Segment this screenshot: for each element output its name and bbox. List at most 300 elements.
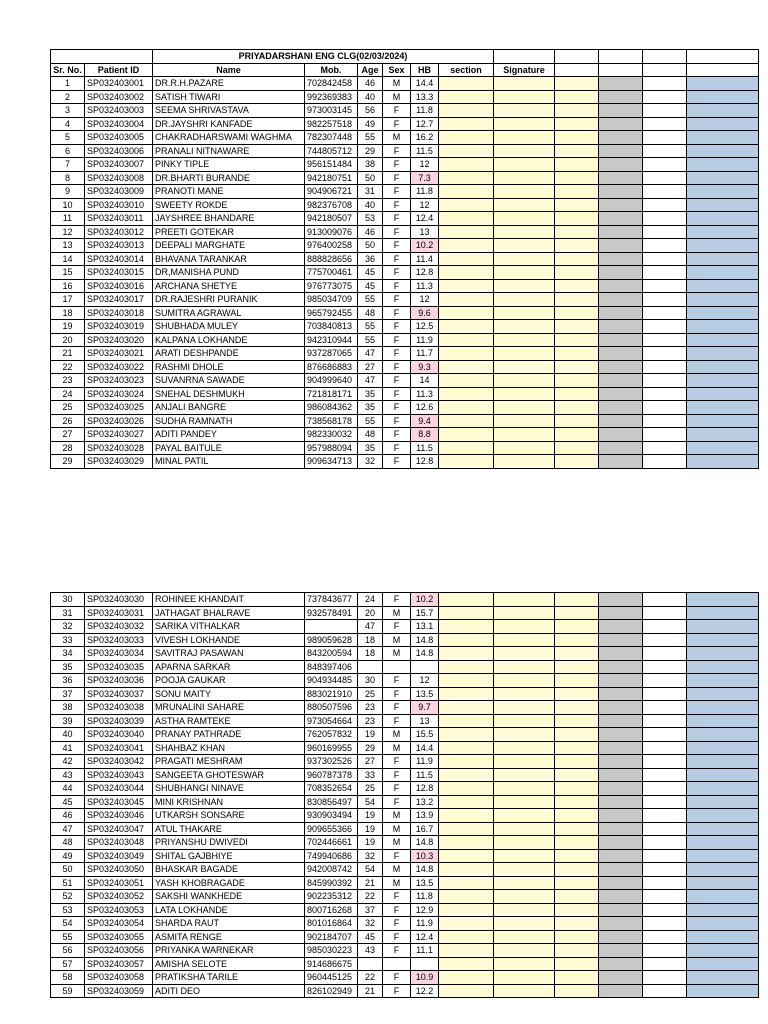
name-cell[interactable]: PRANALI NITNAWARE bbox=[153, 144, 305, 158]
sr-no-cell[interactable]: 3 bbox=[51, 104, 85, 118]
section-cell[interactable] bbox=[439, 755, 494, 769]
extra-cell[interactable] bbox=[687, 252, 759, 266]
extra-cell[interactable] bbox=[687, 441, 759, 455]
extra-cell[interactable] bbox=[687, 863, 759, 877]
sr-no-cell[interactable]: 6 bbox=[51, 144, 85, 158]
extra-cell[interactable] bbox=[555, 185, 599, 199]
sex-cell[interactable]: M bbox=[383, 876, 411, 890]
sr-no-cell[interactable]: 41 bbox=[51, 741, 85, 755]
age-cell[interactable]: 54 bbox=[358, 795, 383, 809]
name-cell[interactable]: JAYSHREE BHANDARE bbox=[153, 212, 305, 226]
sr-no-cell[interactable]: 22 bbox=[51, 360, 85, 374]
name-cell[interactable]: DR,MANISHA PUND bbox=[153, 266, 305, 280]
title-empty-cell[interactable] bbox=[494, 50, 555, 64]
sr-no-cell[interactable]: 52 bbox=[51, 890, 85, 904]
patient-id-cell[interactable]: SP032403004 bbox=[85, 117, 153, 131]
signature-cell[interactable] bbox=[494, 77, 555, 91]
name-cell[interactable]: ARATI DESHPANDE bbox=[153, 347, 305, 361]
patient-id-cell[interactable]: SP032403031 bbox=[85, 606, 153, 620]
signature-cell[interactable] bbox=[494, 606, 555, 620]
extra-cell[interactable] bbox=[555, 863, 599, 877]
name-cell[interactable]: SATISH TIWARI bbox=[153, 90, 305, 104]
patient-id-cell[interactable]: SP032403034 bbox=[85, 647, 153, 661]
signature-cell[interactable] bbox=[494, 741, 555, 755]
extra-cell[interactable] bbox=[687, 131, 759, 145]
sr-no-cell[interactable]: 21 bbox=[51, 347, 85, 361]
age-cell[interactable]: 22 bbox=[358, 890, 383, 904]
age-cell[interactable]: 21 bbox=[358, 984, 383, 998]
extra-cell[interactable] bbox=[555, 957, 599, 971]
hb-cell[interactable]: 15.7 bbox=[411, 606, 439, 620]
sr-no-cell[interactable]: 37 bbox=[51, 687, 85, 701]
patient-id-cell[interactable]: SP032403015 bbox=[85, 266, 153, 280]
hb-cell[interactable]: 10.3 bbox=[411, 849, 439, 863]
sr-no-cell[interactable]: 59 bbox=[51, 984, 85, 998]
sr-no-cell[interactable]: 19 bbox=[51, 320, 85, 334]
patient-id-cell[interactable]: SP032403002 bbox=[85, 90, 153, 104]
sr-no-cell[interactable]: 23 bbox=[51, 374, 85, 388]
name-cell[interactable]: MINAL PATIL bbox=[153, 455, 305, 469]
hb-cell[interactable]: 9.3 bbox=[411, 360, 439, 374]
hb-cell[interactable]: 12.6 bbox=[411, 401, 439, 415]
extra-cell[interactable] bbox=[643, 225, 687, 239]
name-cell[interactable]: ADITI PANDEY bbox=[153, 428, 305, 442]
signature-cell[interactable] bbox=[494, 212, 555, 226]
signature-cell[interactable] bbox=[494, 593, 555, 607]
extra-cell[interactable] bbox=[555, 876, 599, 890]
sr-no-cell[interactable]: 32 bbox=[51, 620, 85, 634]
extra-cell[interactable] bbox=[599, 171, 643, 185]
age-cell[interactable]: 25 bbox=[358, 782, 383, 796]
extra-cell[interactable] bbox=[599, 863, 643, 877]
age-cell[interactable]: 24 bbox=[358, 593, 383, 607]
sex-cell[interactable]: F bbox=[383, 198, 411, 212]
section-cell[interactable] bbox=[439, 903, 494, 917]
section-cell[interactable] bbox=[439, 809, 494, 823]
name-cell[interactable]: PRANAY PATHRADE bbox=[153, 728, 305, 742]
age-cell[interactable]: 32 bbox=[358, 455, 383, 469]
hb-cell[interactable]: 12.5 bbox=[411, 320, 439, 334]
mobile-cell[interactable]: 902184707 bbox=[305, 930, 358, 944]
mobile-cell[interactable]: 960787378 bbox=[305, 768, 358, 782]
extra-cell[interactable] bbox=[599, 647, 643, 661]
signature-cell[interactable] bbox=[494, 903, 555, 917]
extra-cell[interactable] bbox=[555, 333, 599, 347]
signature-cell[interactable] bbox=[494, 768, 555, 782]
section-cell[interactable] bbox=[439, 822, 494, 836]
patient-id-cell[interactable]: SP032403056 bbox=[85, 944, 153, 958]
sex-cell[interactable]: F bbox=[383, 768, 411, 782]
sr-no-cell[interactable]: 54 bbox=[51, 917, 85, 931]
age-cell[interactable]: 38 bbox=[358, 158, 383, 172]
sex-cell[interactable]: F bbox=[383, 266, 411, 280]
age-cell[interactable]: 53 bbox=[358, 212, 383, 226]
age-cell[interactable]: 25 bbox=[358, 687, 383, 701]
extra-cell[interactable] bbox=[555, 212, 599, 226]
patient-id-cell[interactable]: SP032403044 bbox=[85, 782, 153, 796]
extra-cell[interactable] bbox=[599, 836, 643, 850]
hb-cell[interactable]: 11.3 bbox=[411, 387, 439, 401]
extra-cell[interactable] bbox=[599, 279, 643, 293]
mobile-cell[interactable]: 909655366 bbox=[305, 822, 358, 836]
age-cell[interactable]: 45 bbox=[358, 930, 383, 944]
patient-id-cell[interactable]: SP032403050 bbox=[85, 863, 153, 877]
title-empty-cell[interactable] bbox=[687, 50, 759, 64]
hb-cell[interactable]: 13.9 bbox=[411, 809, 439, 823]
sr-no-cell[interactable]: 48 bbox=[51, 836, 85, 850]
extra-cell[interactable] bbox=[643, 320, 687, 334]
section-cell[interactable] bbox=[439, 266, 494, 280]
patient-id-cell[interactable]: SP032403010 bbox=[85, 198, 153, 212]
sex-cell[interactable]: M bbox=[383, 647, 411, 661]
extra-cell[interactable] bbox=[643, 293, 687, 307]
extra-cell[interactable] bbox=[555, 225, 599, 239]
mobile-cell[interactable]: 973003145 bbox=[305, 104, 358, 118]
extra-cell[interactable] bbox=[687, 387, 759, 401]
extra-cell[interactable] bbox=[555, 728, 599, 742]
extra-cell[interactable] bbox=[599, 795, 643, 809]
sex-cell[interactable]: F bbox=[383, 714, 411, 728]
patient-id-cell[interactable]: SP032403041 bbox=[85, 741, 153, 755]
extra-cell[interactable] bbox=[643, 158, 687, 172]
patient-id-cell[interactable]: SP032403055 bbox=[85, 930, 153, 944]
extra-cell[interactable] bbox=[687, 606, 759, 620]
age-cell[interactable]: 27 bbox=[358, 360, 383, 374]
extra-cell[interactable] bbox=[643, 198, 687, 212]
sex-cell[interactable]: F bbox=[383, 917, 411, 931]
sr-no-cell[interactable]: 38 bbox=[51, 701, 85, 715]
extra-cell[interactable] bbox=[599, 755, 643, 769]
age-cell[interactable]: 55 bbox=[358, 333, 383, 347]
extra-cell[interactable] bbox=[687, 782, 759, 796]
mobile-cell[interactable]: 942180751 bbox=[305, 171, 358, 185]
age-cell[interactable]: 32 bbox=[358, 917, 383, 931]
extra-cell[interactable] bbox=[687, 306, 759, 320]
extra-cell[interactable] bbox=[687, 198, 759, 212]
name-cell[interactable]: SWEETY ROKDE bbox=[153, 198, 305, 212]
extra-cell[interactable] bbox=[555, 606, 599, 620]
name-cell[interactable]: ASTHA RAMTEKE bbox=[153, 714, 305, 728]
section-cell[interactable] bbox=[439, 728, 494, 742]
extra-cell[interactable] bbox=[643, 660, 687, 674]
signature-cell[interactable] bbox=[494, 293, 555, 307]
sr-no-cell[interactable]: 10 bbox=[51, 198, 85, 212]
sr-no-cell[interactable]: 39 bbox=[51, 714, 85, 728]
extra-cell[interactable] bbox=[599, 333, 643, 347]
age-cell[interactable]: 20 bbox=[358, 606, 383, 620]
hb-cell[interactable]: 11.1 bbox=[411, 944, 439, 958]
mobile-cell[interactable]: 800716268 bbox=[305, 903, 358, 917]
sr-no-cell[interactable]: 26 bbox=[51, 414, 85, 428]
mobile-cell[interactable]: 762057832 bbox=[305, 728, 358, 742]
section-cell[interactable] bbox=[439, 455, 494, 469]
section-cell[interactable] bbox=[439, 701, 494, 715]
sex-cell[interactable]: F bbox=[383, 674, 411, 688]
section-cell[interactable] bbox=[439, 890, 494, 904]
extra-cell[interactable] bbox=[687, 347, 759, 361]
sr-no-cell[interactable]: 47 bbox=[51, 822, 85, 836]
age-cell[interactable]: 40 bbox=[358, 198, 383, 212]
mobile-cell[interactable]: 960169955 bbox=[305, 741, 358, 755]
extra-cell[interactable] bbox=[643, 606, 687, 620]
extra-cell[interactable] bbox=[555, 930, 599, 944]
name-cell[interactable]: ASMITA RENGE bbox=[153, 930, 305, 944]
extra-cell[interactable] bbox=[643, 428, 687, 442]
extra-cell[interactable] bbox=[643, 876, 687, 890]
name-cell[interactable]: PRIYANSHU DWIVEDI bbox=[153, 836, 305, 850]
extra-cell[interactable] bbox=[687, 890, 759, 904]
name-cell[interactable]: SAKSHI WANKHEDE bbox=[153, 890, 305, 904]
extra-cell[interactable] bbox=[687, 266, 759, 280]
extra-cell[interactable] bbox=[555, 320, 599, 334]
sex-cell[interactable]: F bbox=[383, 225, 411, 239]
signature-cell[interactable] bbox=[494, 984, 555, 998]
extra-cell[interactable] bbox=[643, 117, 687, 131]
extra-cell[interactable] bbox=[599, 930, 643, 944]
extra-cell[interactable] bbox=[599, 741, 643, 755]
patient-id-cell[interactable]: SP032403032 bbox=[85, 620, 153, 634]
hb-cell[interactable]: 14.8 bbox=[411, 633, 439, 647]
sex-cell[interactable]: F bbox=[383, 971, 411, 985]
hb-cell[interactable]: 11.9 bbox=[411, 333, 439, 347]
extra-cell[interactable] bbox=[599, 984, 643, 998]
extra-cell[interactable] bbox=[643, 387, 687, 401]
section-cell[interactable] bbox=[439, 347, 494, 361]
section-cell[interactable] bbox=[439, 225, 494, 239]
extra-cell[interactable] bbox=[555, 890, 599, 904]
signature-cell[interactable] bbox=[494, 633, 555, 647]
extra-cell[interactable] bbox=[555, 633, 599, 647]
sex-cell[interactable]: F bbox=[383, 171, 411, 185]
extra-cell[interactable] bbox=[599, 117, 643, 131]
patient-id-cell[interactable]: SP032403025 bbox=[85, 401, 153, 415]
extra-cell[interactable] bbox=[687, 401, 759, 415]
age-cell[interactable]: 31 bbox=[358, 185, 383, 199]
name-cell[interactable]: SHARDA RAUT bbox=[153, 917, 305, 931]
extra-cell[interactable] bbox=[599, 306, 643, 320]
name-cell[interactable]: BHAVANA TARANKAR bbox=[153, 252, 305, 266]
extra-cell[interactable] bbox=[599, 320, 643, 334]
extra-cell[interactable] bbox=[599, 674, 643, 688]
extra-cell[interactable] bbox=[555, 239, 599, 253]
extra-cell[interactable] bbox=[599, 144, 643, 158]
sex-cell[interactable]: F bbox=[383, 212, 411, 226]
signature-cell[interactable] bbox=[494, 239, 555, 253]
hb-cell[interactable]: 11.5 bbox=[411, 144, 439, 158]
mobile-cell[interactable]: 982330032 bbox=[305, 428, 358, 442]
hb-cell[interactable]: 11.9 bbox=[411, 755, 439, 769]
patient-id-cell[interactable]: SP032403026 bbox=[85, 414, 153, 428]
mobile-cell[interactable]: 902235312 bbox=[305, 890, 358, 904]
extra-cell[interactable] bbox=[643, 957, 687, 971]
sex-cell[interactable]: F bbox=[383, 782, 411, 796]
extra-cell[interactable] bbox=[599, 239, 643, 253]
sr-no-cell[interactable]: 31 bbox=[51, 606, 85, 620]
extra-cell[interactable] bbox=[599, 185, 643, 199]
mobile-cell[interactable]: 883021910 bbox=[305, 687, 358, 701]
extra-cell[interactable] bbox=[599, 455, 643, 469]
signature-cell[interactable] bbox=[494, 90, 555, 104]
extra-cell[interactable] bbox=[555, 131, 599, 145]
signature-cell[interactable] bbox=[494, 647, 555, 661]
extra-cell[interactable] bbox=[687, 944, 759, 958]
age-cell[interactable]: 23 bbox=[358, 714, 383, 728]
section-cell[interactable] bbox=[439, 131, 494, 145]
extra-cell[interactable] bbox=[555, 401, 599, 415]
section-cell[interactable] bbox=[439, 414, 494, 428]
patient-id-cell[interactable]: SP032403059 bbox=[85, 984, 153, 998]
sex-cell[interactable]: F bbox=[383, 890, 411, 904]
hb-cell[interactable]: 8.8 bbox=[411, 428, 439, 442]
patient-id-cell[interactable]: SP032403040 bbox=[85, 728, 153, 742]
extra-cell[interactable] bbox=[555, 674, 599, 688]
hb-cell[interactable]: 12.9 bbox=[411, 903, 439, 917]
signature-cell[interactable] bbox=[494, 674, 555, 688]
extra-cell[interactable] bbox=[687, 971, 759, 985]
patient-id-cell[interactable]: SP032403049 bbox=[85, 849, 153, 863]
name-cell[interactable]: AMISHA SELOTE bbox=[153, 957, 305, 971]
extra-cell[interactable] bbox=[555, 428, 599, 442]
mobile-cell[interactable]: 985034709 bbox=[305, 293, 358, 307]
name-cell[interactable]: ARCHANA SHETYE bbox=[153, 279, 305, 293]
section-cell[interactable] bbox=[439, 252, 494, 266]
header-empty-cell[interactable] bbox=[687, 63, 759, 77]
signature-cell[interactable] bbox=[494, 714, 555, 728]
hb-cell[interactable]: 13.5 bbox=[411, 876, 439, 890]
header-hb[interactable]: HB bbox=[411, 63, 439, 77]
patient-id-cell[interactable]: SP032403022 bbox=[85, 360, 153, 374]
section-cell[interactable] bbox=[439, 374, 494, 388]
signature-cell[interactable] bbox=[494, 795, 555, 809]
extra-cell[interactable] bbox=[599, 90, 643, 104]
age-cell[interactable]: 35 bbox=[358, 387, 383, 401]
sr-no-cell[interactable]: 56 bbox=[51, 944, 85, 958]
patient-id-cell[interactable]: SP032403048 bbox=[85, 836, 153, 850]
extra-cell[interactable] bbox=[555, 944, 599, 958]
patient-id-cell[interactable]: SP032403005 bbox=[85, 131, 153, 145]
extra-cell[interactable] bbox=[599, 822, 643, 836]
patient-id-cell[interactable]: SP032403006 bbox=[85, 144, 153, 158]
extra-cell[interactable] bbox=[555, 158, 599, 172]
patient-id-cell[interactable]: SP032403045 bbox=[85, 795, 153, 809]
patient-id-cell[interactable]: SP032403008 bbox=[85, 171, 153, 185]
signature-cell[interactable] bbox=[494, 455, 555, 469]
extra-cell[interactable] bbox=[643, 131, 687, 145]
mobile-cell[interactable]: 843200594 bbox=[305, 647, 358, 661]
extra-cell[interactable] bbox=[687, 279, 759, 293]
patient-id-cell[interactable]: SP032403028 bbox=[85, 441, 153, 455]
extra-cell[interactable] bbox=[599, 414, 643, 428]
extra-cell[interactable] bbox=[555, 77, 599, 91]
sex-cell[interactable]: F bbox=[383, 374, 411, 388]
signature-cell[interactable] bbox=[494, 890, 555, 904]
extra-cell[interactable] bbox=[687, 957, 759, 971]
extra-cell[interactable] bbox=[643, 674, 687, 688]
extra-cell[interactable] bbox=[643, 944, 687, 958]
hb-cell[interactable]: 12.8 bbox=[411, 266, 439, 280]
section-cell[interactable] bbox=[439, 647, 494, 661]
sr-no-cell[interactable]: 36 bbox=[51, 674, 85, 688]
extra-cell[interactable] bbox=[555, 687, 599, 701]
extra-cell[interactable] bbox=[643, 360, 687, 374]
extra-cell[interactable] bbox=[599, 293, 643, 307]
mobile-cell[interactable]: 986084362 bbox=[305, 401, 358, 415]
sex-cell[interactable]: F bbox=[383, 944, 411, 958]
extra-cell[interactable] bbox=[599, 728, 643, 742]
name-cell[interactable]: DR.RAJESHRI PURANIK bbox=[153, 293, 305, 307]
name-cell[interactable]: SHUBHANGI NINAVE bbox=[153, 782, 305, 796]
hb-cell[interactable]: 12.4 bbox=[411, 930, 439, 944]
age-cell[interactable]: 19 bbox=[358, 728, 383, 742]
name-cell[interactable]: SNEHAL DESHMUKH bbox=[153, 387, 305, 401]
name-cell[interactable]: SONU MAITY bbox=[153, 687, 305, 701]
sr-no-cell[interactable]: 9 bbox=[51, 185, 85, 199]
sr-no-cell[interactable]: 43 bbox=[51, 768, 85, 782]
sr-no-cell[interactable]: 44 bbox=[51, 782, 85, 796]
signature-cell[interactable] bbox=[494, 158, 555, 172]
extra-cell[interactable] bbox=[687, 171, 759, 185]
name-cell[interactable]: YASH KHOBRAGADE bbox=[153, 876, 305, 890]
extra-cell[interactable] bbox=[643, 104, 687, 118]
extra-cell[interactable] bbox=[555, 593, 599, 607]
section-cell[interactable] bbox=[439, 620, 494, 634]
extra-cell[interactable] bbox=[687, 212, 759, 226]
section-cell[interactable] bbox=[439, 930, 494, 944]
sex-cell[interactable]: M bbox=[383, 633, 411, 647]
extra-cell[interactable] bbox=[643, 333, 687, 347]
mobile-cell[interactable]: 973054664 bbox=[305, 714, 358, 728]
hb-cell[interactable]: 11.3 bbox=[411, 279, 439, 293]
sex-cell[interactable]: F bbox=[383, 849, 411, 863]
name-cell[interactable]: ANJALI BANGRE bbox=[153, 401, 305, 415]
header-sr-no[interactable]: Sr. No. bbox=[51, 63, 85, 77]
age-cell[interactable]: 47 bbox=[358, 620, 383, 634]
signature-cell[interactable] bbox=[494, 822, 555, 836]
sex-cell[interactable] bbox=[383, 957, 411, 971]
hb-cell[interactable]: 11.5 bbox=[411, 768, 439, 782]
signature-cell[interactable] bbox=[494, 441, 555, 455]
age-cell[interactable]: 27 bbox=[358, 755, 383, 769]
sex-cell[interactable]: F bbox=[383, 620, 411, 634]
extra-cell[interactable] bbox=[643, 212, 687, 226]
signature-cell[interactable] bbox=[494, 252, 555, 266]
mobile-cell[interactable]: 982376708 bbox=[305, 198, 358, 212]
sr-no-cell[interactable]: 58 bbox=[51, 971, 85, 985]
patient-id-cell[interactable]: SP032403020 bbox=[85, 333, 153, 347]
extra-cell[interactable] bbox=[687, 701, 759, 715]
extra-cell[interactable] bbox=[687, 333, 759, 347]
extra-cell[interactable] bbox=[599, 903, 643, 917]
signature-cell[interactable] bbox=[494, 347, 555, 361]
extra-cell[interactable] bbox=[643, 90, 687, 104]
extra-cell[interactable] bbox=[555, 836, 599, 850]
title-empty-cell[interactable] bbox=[599, 50, 643, 64]
hb-cell[interactable]: 12.4 bbox=[411, 212, 439, 226]
name-cell[interactable]: SHITAL GAJBHIYE bbox=[153, 849, 305, 863]
age-cell[interactable]: 33 bbox=[358, 768, 383, 782]
sex-cell[interactable]: M bbox=[383, 809, 411, 823]
age-cell[interactable]: 50 bbox=[358, 239, 383, 253]
sr-no-cell[interactable]: 29 bbox=[51, 455, 85, 469]
sr-no-cell[interactable]: 35 bbox=[51, 660, 85, 674]
age-cell[interactable]: 47 bbox=[358, 347, 383, 361]
section-cell[interactable] bbox=[439, 741, 494, 755]
sr-no-cell[interactable]: 57 bbox=[51, 957, 85, 971]
mobile-cell[interactable]: 930903494 bbox=[305, 809, 358, 823]
name-cell[interactable]: ATUL THAKARE bbox=[153, 822, 305, 836]
sr-no-cell[interactable]: 28 bbox=[51, 441, 85, 455]
extra-cell[interactable] bbox=[643, 903, 687, 917]
